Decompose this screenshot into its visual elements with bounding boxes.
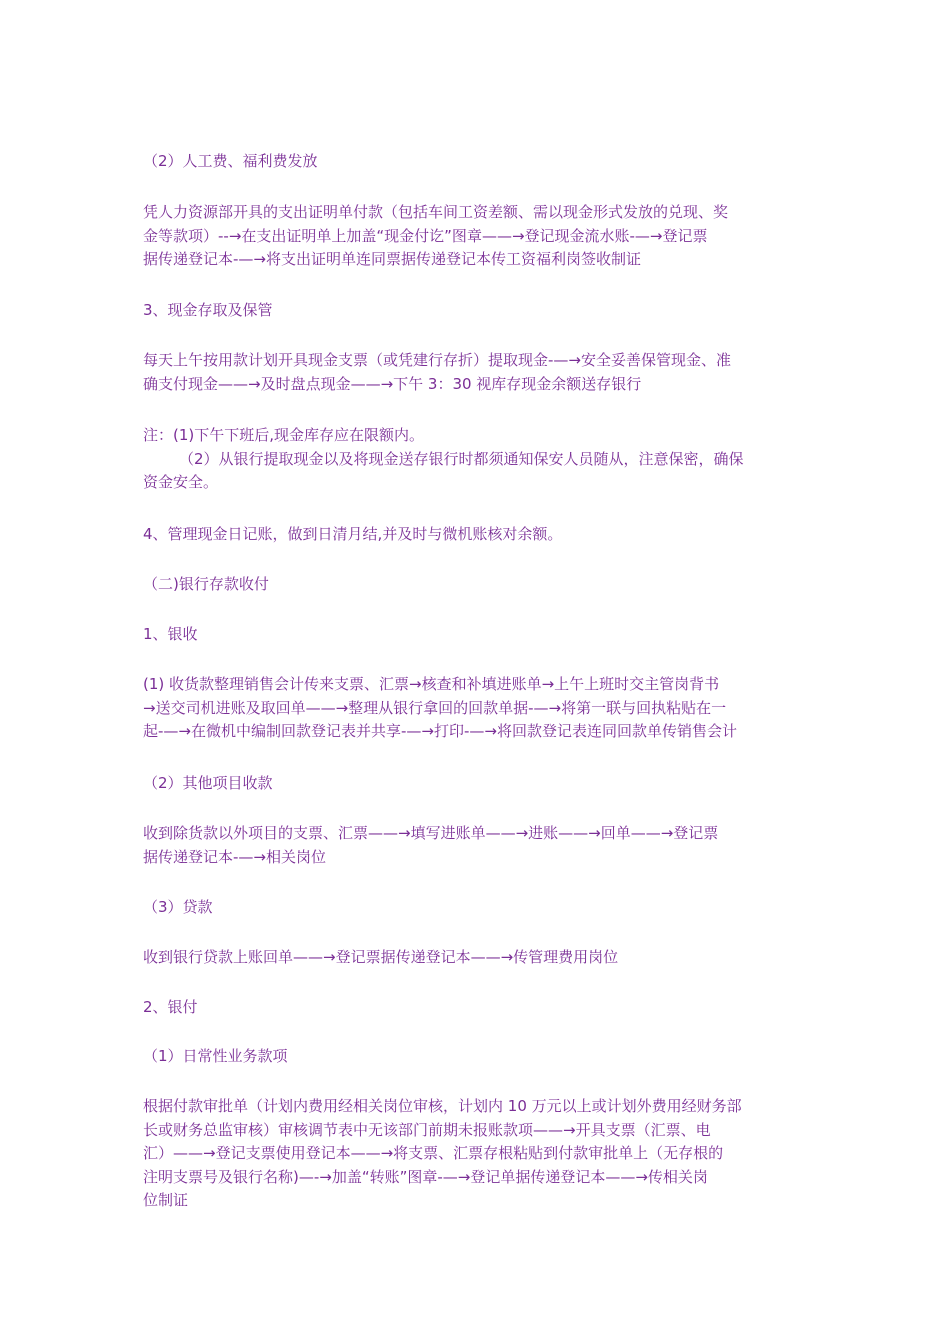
text-line: 据传递登记本-—→将支出证明单连同票据传递登记本传工资福利岗签收制证	[143, 250, 641, 268]
text-line: 收到银行贷款上账回单——→登记票据传递登记本——→传管理费用岗位	[143, 948, 619, 966]
text-line: 每天上午按用款计划开具现金支票（或凭建行存折）提取现金-—→安全妥善保管现金、准	[143, 351, 731, 369]
text-line: (1) 收货款整理销售会计传来支票、汇票→核查和补填进账单→上午上班时交主管岗背书	[143, 675, 720, 693]
text-line: 资金安全。	[143, 473, 219, 491]
bank-receipts-paragraph	[143, 673, 811, 744]
note-paragraph	[143, 424, 811, 495]
text-line: 注明支票号及银行名称)—-→加盖“转账”图章-—→登记单据传递登记本——→传相关岗	[143, 1167, 708, 1186]
text-line: 据传递登记本-—→相关岗位	[143, 847, 326, 866]
labor-wages-paragraph	[143, 201, 811, 272]
text-line: 3、现金存取及保管	[143, 301, 273, 319]
text-line: →送交司机进账及取回单——→整理从银行拿回的回款单据-—→将第一联与回执粘贴在一	[143, 698, 727, 717]
text-line: （2）人工费、福利费发放	[143, 152, 318, 170]
loan-paragraph	[143, 946, 811, 970]
bank-payments-heading	[143, 996, 811, 1020]
text-line: 注：(1)下午下班后,现金库存应在限额内。	[143, 426, 425, 444]
labor-wages-heading	[143, 150, 811, 174]
text-line: （3）贷款	[143, 898, 213, 916]
text-line: （二)银行存款收付	[143, 575, 269, 593]
text-line: 1、银收	[143, 625, 198, 643]
text-line: 起-—→在微机中编制回款登记表并共享-—→打印-—→将回款登记表连同回款单传销售会计	[143, 722, 737, 740]
cash-storage-paragraph	[143, 349, 811, 396]
text-line: （1）日常性业务款项	[143, 1047, 288, 1065]
text-line: 2、银付	[143, 998, 198, 1016]
text-line: 汇）——→登记支票使用登记本——→将支票、汇票存根粘贴到付款审批单上（无存根的	[143, 1144, 724, 1162]
text-line: （2）其他项目收款	[143, 774, 273, 792]
text-line: 金等款项）--→在支出证明单上加盖“现金付讫”图章——→登记现金流水账-—→登记票	[143, 226, 708, 245]
other-receipts-paragraph	[143, 822, 811, 869]
text-line: 凭人力资源部开具的支出证明单付款（包括车间工资差额、需以现金形式发放的兑现、奖	[143, 203, 729, 221]
bank-deposit-heading	[143, 573, 811, 597]
daily-payments-paragraph	[143, 1095, 811, 1213]
daily-payments-heading	[143, 1045, 811, 1069]
bank-receipts-heading	[143, 623, 811, 647]
cash-storage-heading	[143, 299, 811, 323]
text-line: 长或财务总监审核）审核调节表中无该部门前期未报账款项——→开具支票（汇票、电	[143, 1120, 711, 1139]
text-line: 位制证	[143, 1191, 189, 1209]
text-line: 根据付款审批单（计划内费用经相关岗位审核，计划内 10 万元以上或计划外费用经财务部	[143, 1097, 742, 1115]
text-line: （2）从银行提取现金以及将现金送存银行时都须通知保安人员随从，注意保密，确保	[179, 449, 744, 468]
text-line: 确支付现金——→及时盘点现金——→下午 3：30 视库存现金余额送存银行	[143, 374, 642, 393]
other-receipts-heading	[143, 772, 811, 796]
text-line: 4、管理现金日记账，做到日清月结,并及时与微机账核对余额。	[143, 525, 563, 543]
loan-heading	[143, 896, 811, 920]
cash-journal-paragraph	[143, 523, 811, 547]
text-line: 收到除货款以外项目的支票、汇票——→填写进账单——→进账——→回单——→登记票	[143, 824, 719, 842]
